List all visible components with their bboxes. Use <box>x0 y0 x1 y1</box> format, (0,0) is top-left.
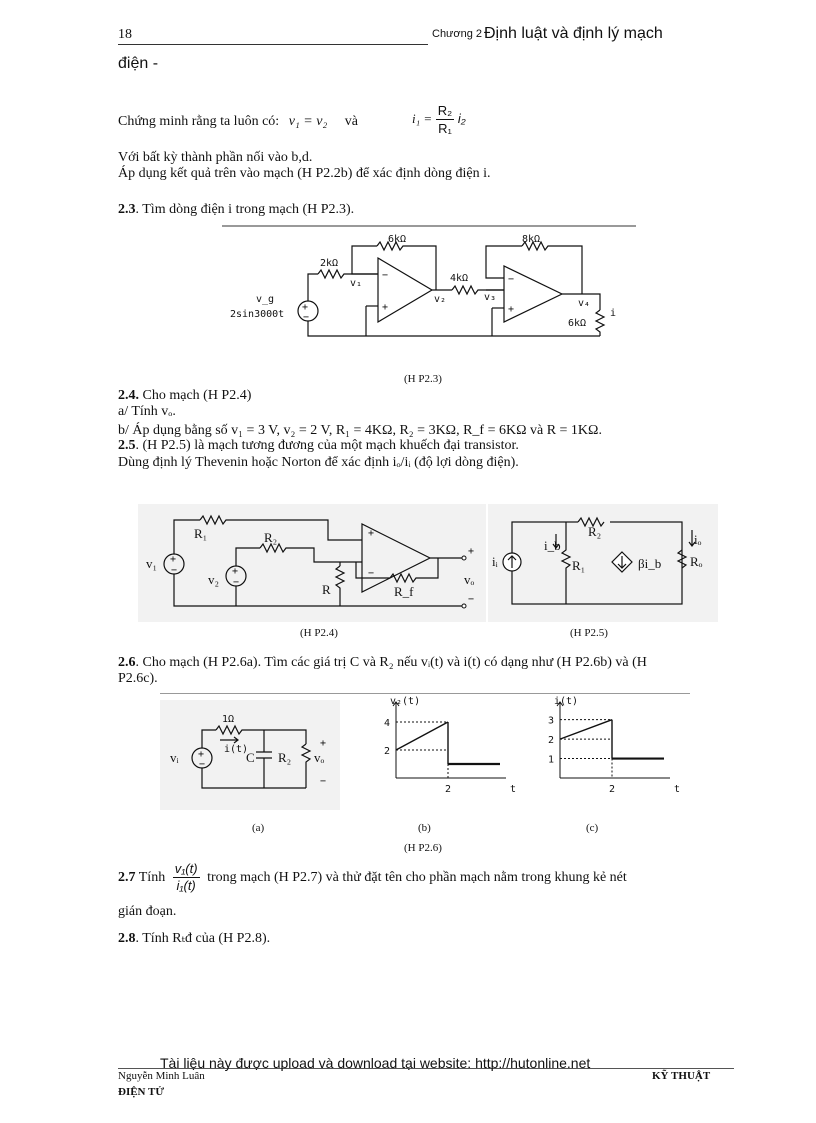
graph-b-ytick-1: 4 <box>384 718 391 729</box>
p27-frac-den: i₁(t) <box>176 878 196 894</box>
eq-current <box>412 102 466 137</box>
fig26-src-plus: + <box>198 749 205 760</box>
fig26a-caption: (a) <box>252 822 265 834</box>
chapter-title: Định luật và định lý mạch <box>484 25 663 42</box>
fig24-r2: R₂ <box>264 530 278 545</box>
graph-b-ylabel: v₂(t) <box>390 696 421 707</box>
fig26-src-minus: − <box>199 759 206 770</box>
fig26c-caption: (c) <box>586 822 599 834</box>
fig23-r-fb1: 6kΩ <box>388 234 407 245</box>
chapter-prefix: Chương 2 <box>432 28 483 40</box>
p25-num: 2.5 <box>118 438 136 453</box>
p28-text: . Tính Rₜđ của (H P2.8). <box>135 931 271 946</box>
problem-2-7 <box>118 858 627 898</box>
dept-left: ĐIỆN TỬ <box>118 1086 165 1098</box>
p23-num: 2.3 <box>118 202 136 217</box>
fig24-v2: v₂ <box>208 572 220 587</box>
page-number: 18 <box>118 27 132 42</box>
p27-line2: gián đoạn. <box>118 904 177 919</box>
fig23-op2-plus: + <box>508 304 515 315</box>
graph-b-ramp-segment <box>396 722 448 750</box>
figure-hp2-6a <box>160 700 340 810</box>
fig25-ro: Rₒ <box>690 554 703 569</box>
p24-b: b/ Áp dụng bằng số v₁ = 3 V, v₂ = 2 V, R₁ = 4KΩ, R₂ = 3KΩ, R_f = 6KΩ và R = 1KΩ. <box>118 423 602 438</box>
fig23-v1: v₁ <box>350 278 363 289</box>
problem-2-4 <box>118 388 251 404</box>
fig24-out-plus: + <box>468 546 475 557</box>
p28-num: 2.8 <box>118 931 136 946</box>
fig24-r1: R₁ <box>194 526 208 541</box>
line-apply: Áp dụng kết quả trên vào mạch (H P2.2b) để xác định dòng điện i. <box>118 166 491 181</box>
fig25-r1: R₁ <box>572 558 586 573</box>
fig25-io: iₒ <box>694 532 702 547</box>
fig23-r-in: 2kΩ <box>320 258 339 269</box>
fig26-vo-plus: + <box>320 738 327 749</box>
eq-i-fraction <box>436 102 454 137</box>
figure-hp2-4 <box>138 504 486 622</box>
p26-num: 2.6 <box>118 655 136 670</box>
fig26-r2: R₂ <box>278 750 292 765</box>
graph-c-ytick-2: 3 <box>548 715 555 727</box>
fig24-vo: vₒ <box>464 572 475 587</box>
fig24-src1-minus: − <box>171 565 178 576</box>
fig26-c: C <box>246 750 255 765</box>
fig23-src-plus: + <box>302 302 309 313</box>
fig23-vg-expr: 2sin3000t <box>230 309 285 320</box>
fig23-v2: v₂ <box>434 294 447 305</box>
graph-b-ytick-0: 2 <box>384 746 391 757</box>
problem-2-6 <box>118 655 647 671</box>
fig23-src-minus: − <box>303 312 310 323</box>
fig26-r1: 1Ω <box>222 714 235 725</box>
prove-line <box>118 114 358 130</box>
eq-i-right: i₂ <box>457 110 466 126</box>
p24-a: a/ Tính vₒ. <box>118 404 176 419</box>
problem-2-5 <box>118 438 519 454</box>
fig26-vo: vₒ <box>314 750 325 765</box>
prove-prefix: Chứng minh rằng ta luôn có: <box>118 114 280 129</box>
dept-right: KỸ THUẬT <box>652 1070 711 1082</box>
fig23-r-mid: 4kΩ <box>450 273 469 284</box>
header-rule <box>118 44 428 45</box>
fig26-vi: vᵢ <box>170 750 179 765</box>
graph-b-xtick-0: 2 <box>445 784 452 795</box>
fig24-src2-plus: + <box>232 566 239 577</box>
fig23-r-load: 6kΩ <box>568 318 587 329</box>
eq-i-left: i₁ = <box>412 110 433 126</box>
fig25-beta-ib: βi_b <box>638 556 662 571</box>
chapter-title-cont: điện - <box>118 55 159 72</box>
fig24-rf: R_f <box>394 584 414 599</box>
fig23-caption: (H P2.3) <box>404 373 442 385</box>
fig24-op-minus: − <box>368 568 375 579</box>
graph-b <box>356 698 518 798</box>
fig24-src1-plus: + <box>170 554 177 565</box>
p27-fraction <box>173 861 200 894</box>
fig23-op1-plus: + <box>382 302 389 313</box>
graph-c-ytick-1: 2 <box>548 735 555 747</box>
graph-c-xtick-0: 2 <box>609 784 616 795</box>
fig23-v4: v₄ <box>578 298 591 309</box>
p27-num: 2.7 <box>118 870 136 885</box>
eq-i-num: R₂ <box>437 103 453 118</box>
fig26-it: i(t) <box>224 744 249 755</box>
author: Nguyễn Minh Luân <box>118 1070 205 1082</box>
p27-prefix: Tính <box>135 870 166 885</box>
graph-c <box>520 698 682 798</box>
fig23-op1-minus: − <box>382 270 389 281</box>
p26-text: . Cho mạch (H P2.6a). Tìm các giá trị C và R₂ nếu vᵢ(t) và i(t) có dạng như (H P2.6b) và (H <box>135 655 647 670</box>
graph-c-xlabel: t <box>674 784 681 795</box>
graph-c-ylabel: i(t) <box>554 696 579 707</box>
p25-text: . (H P2.5) là mạch tương đương của một mạch khuếch đại transistor. <box>135 438 519 453</box>
fig23-r-fb2: 8kΩ <box>522 234 541 245</box>
fig25-ii: iᵢ <box>492 554 498 569</box>
fig24-caption: (H P2.4) <box>300 627 338 639</box>
p27-text: trong mạch (H P2.7) và thử đặt tên cho phần mạch nằm trong khung kẻ nét <box>207 870 627 885</box>
fig25-r2: R₂ <box>588 524 602 539</box>
line-any: Với bất kỳ thành phần nối vào b,d. <box>118 150 313 165</box>
figure-hp2-5 <box>488 504 718 622</box>
p24-text: Cho mạch (H P2.4) <box>139 388 252 403</box>
fig24-out-minus: − <box>468 594 475 605</box>
p25-line2: Dùng định lý Thevenin hoặc Norton để xác định iₒ/iᵢ (độ lợi dòng điện). <box>118 455 519 470</box>
problem-2-3 <box>118 202 354 218</box>
graph-c-ytick-0: 1 <box>548 754 555 766</box>
fig24-v1: v₁ <box>146 556 158 571</box>
fig25-caption: (H P2.5) <box>570 627 608 639</box>
fig25-ib: i_b <box>544 538 561 553</box>
eq-and: và <box>344 114 359 129</box>
fig23-vg: v_g <box>256 294 275 305</box>
figure-hp2-3 <box>222 226 636 372</box>
upload-note: Tài liệu này được upload và download tại website: http://hutonline.net <box>160 1055 591 1071</box>
fig23-op2-minus: − <box>508 274 515 285</box>
fig24-src2-minus: − <box>233 577 240 588</box>
fig23-v3: v₃ <box>484 292 497 303</box>
problem-2-8 <box>118 931 270 947</box>
graph-c-ramp-segment <box>560 720 612 739</box>
eq-v: v₁ = v₂ <box>288 114 328 129</box>
p24-num: 2.4. <box>118 388 139 403</box>
p27-frac-num: v₁(t) <box>174 861 198 877</box>
fig24-r: R <box>322 582 331 597</box>
graph-b-xlabel: t <box>510 784 517 795</box>
fig23-i: i <box>610 308 617 319</box>
p26-line2: P2.6c). <box>118 671 158 686</box>
fig26-top-rule <box>160 693 690 694</box>
fig26b-caption: (b) <box>418 822 431 834</box>
fig24-op-plus: + <box>368 528 375 539</box>
eq-i-den: R₁ <box>438 121 452 136</box>
fig26-caption: (H P2.6) <box>404 842 442 854</box>
fig26-vo-minus: − <box>320 776 327 787</box>
p23-text: . Tìm dòng điện i trong mạch (H P2.3). <box>135 202 355 217</box>
